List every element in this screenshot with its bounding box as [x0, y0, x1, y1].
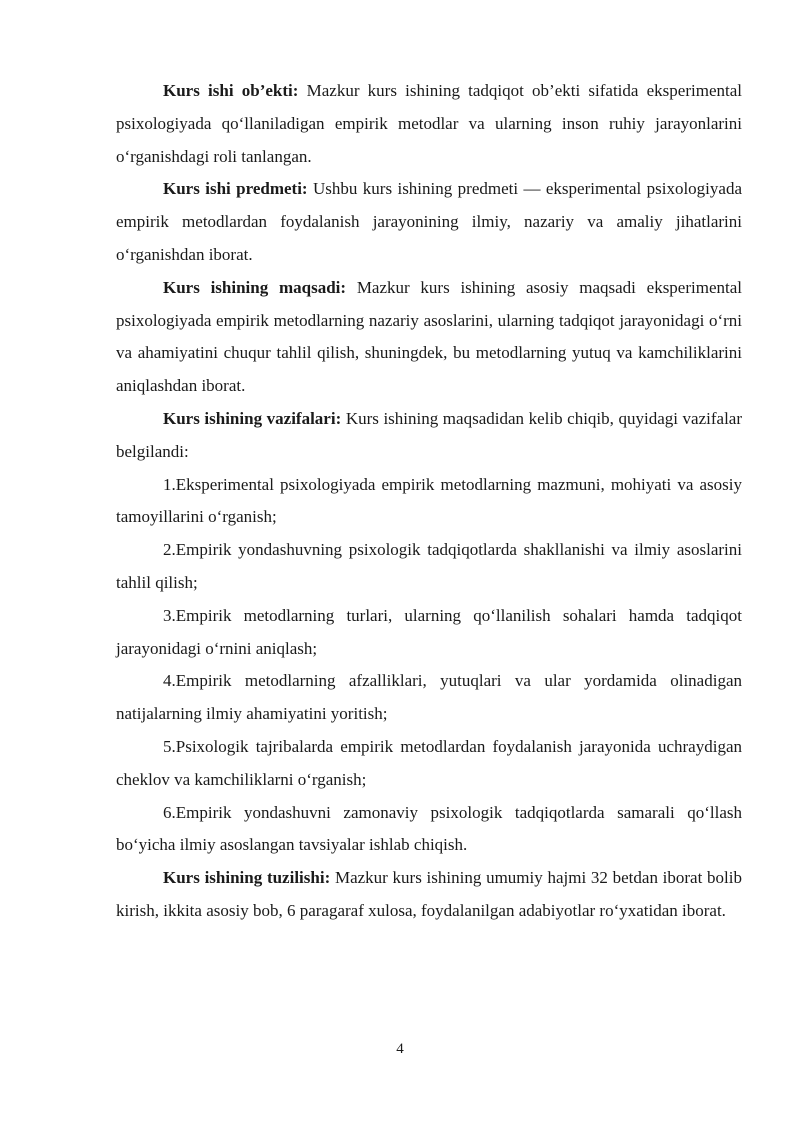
label-maqsad: Kurs ishining maqsadi:: [163, 277, 347, 297]
text-maqsad: Mazkur kurs ishining asosiy maqsadi eksperimental psixologiyada empirik metodlarning nazariy asoslarini, ularning tadqiqot jarayonidagi o‘rni va ahamiyatini chuqur tahlil qilish, shuningdek, bu metodlarning yutuq va kamchiliklarini aniqlashdan iborat.: [116, 277, 742, 396]
label-predmet: Kurs ishi predmeti:: [163, 179, 308, 199]
text-vazifalar: Kurs ishining maqsadidan kelib chiqib, quyidagi vazifalar belgilandi:: [116, 408, 742, 461]
task-item-2: 2.Empirik yondashuvning psixologik tadqiqotlarda shakllanishi va ilmiy asoslarini tahlil qilish;: [116, 540, 742, 592]
task-item-4: 4.Empirik metodlarning afzalliklari, yutuqlari va ular yordamida olinadigan natijalarning ilmiy ahamiyatini yoritish;: [116, 671, 742, 724]
label-obekt: Kurs ishi ob’ekti:: [163, 81, 299, 100]
paragraph-obekt: [116, 75, 742, 173]
task-item-3: 3.Empirik metodlarning turlari, ularning qo‘llanilish sohalari hamda tadqiqot jarayonidagi o‘rnini aniqlash;: [116, 605, 742, 658]
task-item-1: 1.Eksperimental psixologiyada empirik metodlarning mazmuni, mohiyati va asosiy tamoyillarini o‘rganish;: [116, 474, 742, 527]
task-item-5: 5.Psixologik tajribalarda empirik metodlardan foydalanish jarayonida uchraydigan cheklov va kamchiliklarni o‘rganish;: [116, 736, 742, 789]
page-number: 4: [396, 1041, 404, 1057]
text-tuzilishi: Mazkur kurs ishining umumiy hajmi 32 betdan iborat bolib kirish, ikkita asosiy bob, 6 paragaraf xulosa, foydalanilgan adabiyotlar ro‘yxatidan iborat.: [116, 868, 742, 920]
paragraph-maqsad: [116, 272, 742, 403]
label-vazifalar: Kurs ishining vazifalari:: [163, 408, 342, 428]
paragraph-vazifalar: [116, 403, 742, 469]
text-obekt: Mazkur kurs ishining tadqiqot ob’ekti sifatida eksperimental psixologiyada qo‘llaniladigan empirik metodlar va ularning inson ruhiy jarayonlarini o‘rganishdagi roli tanlangan.: [116, 81, 742, 166]
task-item-6: 6.Empirik yondashuvni zamonaviy psixologik tadqiqotlarda samarali qo‘llash bo‘yicha ilmiy asoslangan tavsiyalar ishlab chiqish.: [116, 802, 742, 855]
paragraph-tuzilishi: [116, 862, 742, 928]
document-page: [116, 75, 742, 928]
text-predmet: Ushbu kurs ishining predmeti — eksperimental psixologiyada empirik metodlardan foydalanish jarayonining ilmiy, nazariy va amaliy jihatlarini o‘rganishdan iborat.: [116, 179, 742, 264]
label-tuzilishi: Kurs ishining tuzilishi:: [163, 868, 331, 888]
paragraph-predmet: [116, 173, 742, 271]
